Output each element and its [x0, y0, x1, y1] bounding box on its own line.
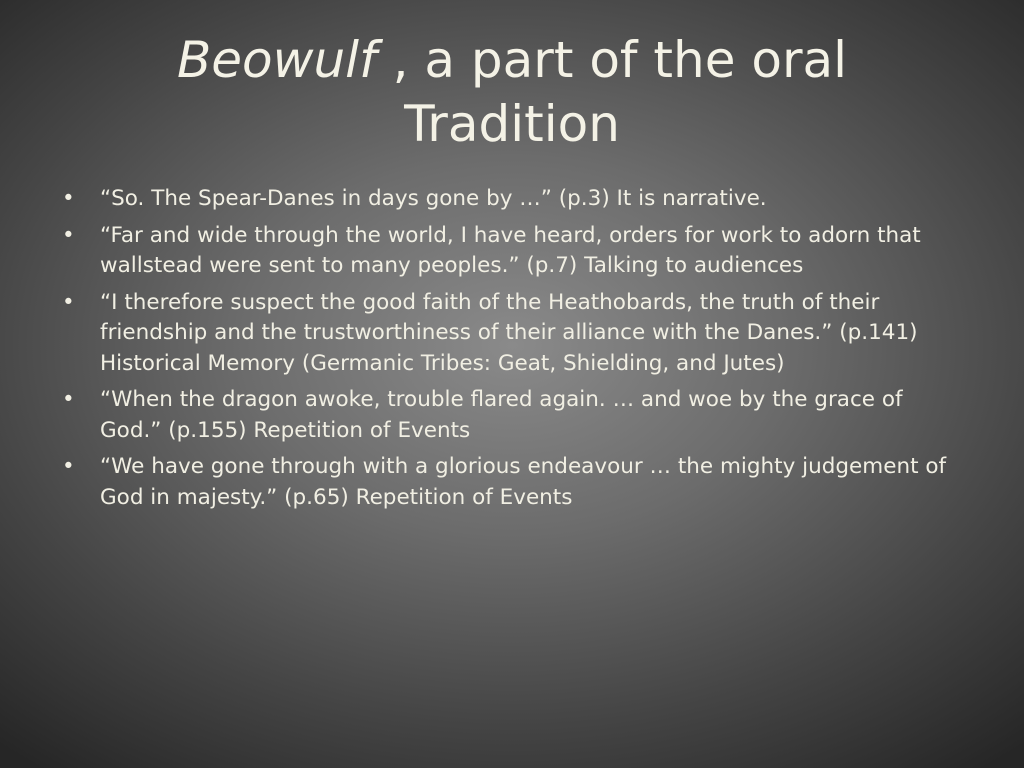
bullet-item [62, 288, 952, 380]
bullet-list [62, 184, 952, 519]
bullet-dot-icon: • [62, 289, 75, 315]
bullet-text: “I therefore suspect the good faith of the Heathobards, the truth of their friendship and the trustworthiness of their alliance with the Danes.” (p.141) Historical Memory (Germanic Tribes: Geat, Shielding, and Jutes) [100, 289, 918, 376]
bullet-item [62, 452, 952, 513]
bullet-text: “We have gone through with a glorious endeavour … the mighty judgement of God in majesty.” (p.65) Repetition of Events [100, 454, 947, 510]
bullet-item [62, 221, 952, 282]
title-line2: Tradition [404, 95, 620, 153]
slide-title [60, 28, 964, 156]
bullet-dot-icon: • [62, 387, 75, 412]
bullet-dot-icon: • [62, 454, 75, 479]
bullet-dot-icon: • [62, 186, 75, 211]
title-work-name: Beowulf [176, 31, 377, 89]
bullet-text: “Far and wide through the world, I have heard, orders for work to adorn that wallstead were sent to many peoples.” (p.7) Talking to audiences [100, 222, 921, 278]
bullet-item [62, 385, 952, 446]
bullet-item [62, 184, 952, 215]
title-line1-rest: , a part of the oral [376, 31, 848, 89]
bullet-text: “So. The Spear-Danes in days gone by …” (p.3) It is narrative. [100, 186, 767, 211]
bullet-text: “When the dragon awoke, trouble flared again. … and woe by the grace of God.” (p.155) Repetition of Events [100, 387, 903, 443]
bullet-dot-icon: • [62, 222, 75, 248]
